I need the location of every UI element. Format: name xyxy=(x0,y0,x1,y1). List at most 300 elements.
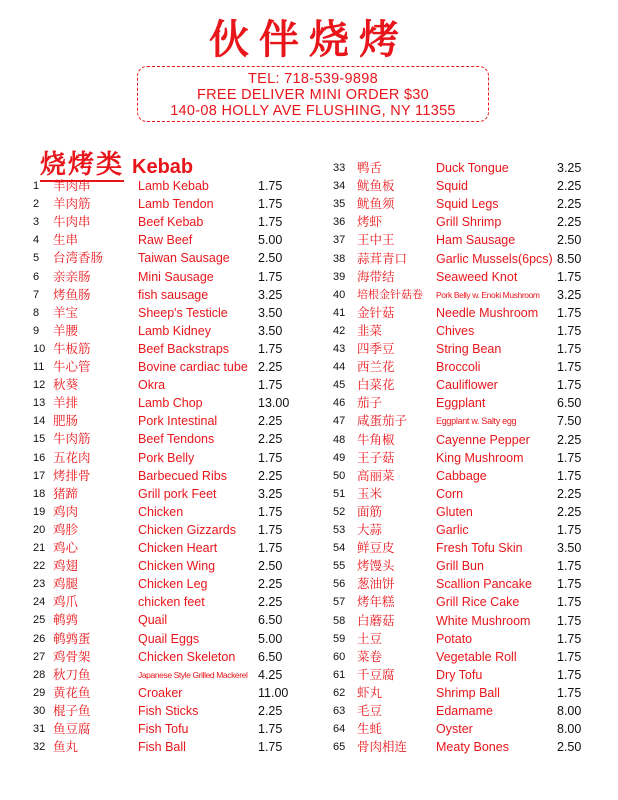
menu-item-english-name: Japanese Style Grilled Mackerel xyxy=(138,669,248,680)
menu-item-english-name: Pork Intestinal xyxy=(138,414,218,429)
menu-item-price: 1.75 xyxy=(557,577,582,592)
menu-item-price: 2.25 xyxy=(557,197,582,212)
menu-item-chinese-name: 鹌鹑蛋 xyxy=(53,631,91,646)
menu-item-number: 64 xyxy=(333,723,346,736)
menu-item-english-name: Grill Rice Cake xyxy=(436,595,520,610)
menu-item-number: 7 xyxy=(33,288,40,301)
menu-item xyxy=(0,557,618,575)
menu-item-price: 1.75 xyxy=(557,523,582,537)
menu-item-english-name: Chicken Heart xyxy=(138,541,218,555)
menu-item-number: 50 xyxy=(333,469,346,482)
menu-item-chinese-name: 培根金针菇卷 xyxy=(357,288,423,301)
menu-item-english-name: Okra xyxy=(138,378,166,393)
menu-item-price: 1.75 xyxy=(258,378,283,393)
menu-item-english-name: Fish Tofu xyxy=(138,722,189,736)
menu-item-chinese-name: 烤鱼肠 xyxy=(53,287,91,302)
menu-item xyxy=(0,485,618,503)
menu-item-price: 11.00 xyxy=(258,685,289,700)
menu-item-chinese-name: 羊腰 xyxy=(53,323,79,338)
menu-item xyxy=(0,231,618,249)
menu-item-number: 6 xyxy=(33,270,40,283)
menu-item-price: 2.25 xyxy=(258,360,283,374)
menu-item xyxy=(0,648,618,666)
menu-item-number: 12 xyxy=(33,379,46,392)
menu-item-number: 10 xyxy=(33,342,46,355)
menu-item-english-name: Vegetable Roll xyxy=(436,649,517,664)
menu-item-price: 1.75 xyxy=(258,450,283,465)
menu-item-price: 5.00 xyxy=(258,631,283,646)
menu-item-number: 20 xyxy=(33,523,46,536)
menu-item xyxy=(0,286,618,304)
menu-item-price: 1.75 xyxy=(258,197,283,212)
menu-item-english-name: Dry Tofu xyxy=(436,667,483,682)
menu-item-english-name: Garlic xyxy=(436,523,469,537)
menu-item-chinese-name: 鸭舌 xyxy=(357,161,383,175)
menu-item-price: 2.25 xyxy=(557,179,582,194)
menu-item-english-name: Grill pork Feet xyxy=(138,486,217,501)
menu-item-price: 13.00 xyxy=(258,396,290,411)
menu-item-price: 2.25 xyxy=(557,504,582,519)
menu-item-english-name: Sheep's Testicle xyxy=(138,305,228,320)
menu-item-chinese-name: 玉米 xyxy=(357,486,383,501)
menu-item-number: 5 xyxy=(33,252,40,265)
menu-item xyxy=(0,630,618,648)
menu-item-price: 3.50 xyxy=(258,305,283,320)
menu-item-chinese-name: 羊肉串 xyxy=(53,179,91,193)
menu-item-chinese-name: 鸡肉 xyxy=(53,504,79,519)
menu-item-chinese-name: 鹌鹑 xyxy=(53,613,79,628)
menu-item-chinese-name: 海带结 xyxy=(357,269,395,284)
menu-item-english-name: Oyster xyxy=(436,722,473,737)
menu-item-number: 18 xyxy=(33,487,46,500)
menu-item-price: 2.50 xyxy=(557,740,582,755)
menu-item-price: 1.75 xyxy=(557,613,582,628)
menu-item-number: 15 xyxy=(33,433,46,446)
category-zh: 烧烤类 xyxy=(40,150,125,180)
menu-item-price: 1.75 xyxy=(557,269,582,284)
menu-item-price: 2.50 xyxy=(557,233,582,248)
menu-item-price: 1.75 xyxy=(557,631,582,646)
menu-item-number: 31 xyxy=(33,723,46,735)
menu-item-english-name: Quail xyxy=(138,613,168,628)
menu-item-chinese-name: 蒜茸青口 xyxy=(357,251,408,266)
menu-item-price: 8.00 xyxy=(557,722,582,737)
menu-item-chinese-name: 烤年糕 xyxy=(357,595,395,610)
menu-item-price: 1.75 xyxy=(557,468,582,483)
menu-item-chinese-name: 鱿鱼板 xyxy=(357,179,395,194)
menu-item-number: 16 xyxy=(33,451,46,464)
menu-item-number: 34 xyxy=(333,180,346,193)
menu-item-number: 48 xyxy=(333,433,346,446)
menu-item-english-name: Pork Belly xyxy=(138,450,195,465)
menu-item xyxy=(0,268,618,286)
menu-item-price: 2.50 xyxy=(258,559,283,574)
menu-item-price: 3.50 xyxy=(258,323,283,338)
menu-item xyxy=(0,412,618,430)
menu-item-number: 22 xyxy=(33,560,46,573)
menu-item xyxy=(0,250,618,268)
menu-item-chinese-name: 牛肉串 xyxy=(53,215,91,230)
menu-item-price: 3.25 xyxy=(258,486,283,501)
menu-item-chinese-name: 牛角椒 xyxy=(357,432,395,447)
menu-item-chinese-name: 牛板筋 xyxy=(53,341,91,356)
menu-item-price: 1.75 xyxy=(258,341,283,356)
menu-item xyxy=(0,159,618,177)
menu-item-price: 3.25 xyxy=(557,161,582,175)
menu-item xyxy=(0,720,618,738)
menu-item-chinese-name: 鸡爪 xyxy=(53,595,79,610)
menu-item-number: 56 xyxy=(333,578,346,591)
menu-item-english-name: Eggplant xyxy=(436,396,486,411)
menu-item xyxy=(0,539,618,557)
menu-item-number: 42 xyxy=(333,324,346,337)
menu-item-chinese-name: 牛心管 xyxy=(53,360,91,374)
menu-item-english-name: Pork Belly w. Enoki Mushroom xyxy=(436,289,540,300)
menu-item-english-name: Cabbage xyxy=(436,468,487,483)
menu-item-number: 19 xyxy=(33,505,46,518)
menu-item-number: 9 xyxy=(33,324,40,337)
menu-item-price: 6.50 xyxy=(557,396,582,411)
menu-item-english-name: Duck Tongue xyxy=(436,161,509,175)
menu-item xyxy=(0,431,618,449)
menu-item-chinese-name: 王中王 xyxy=(357,233,395,248)
menu-item-chinese-name: 鲜豆皮 xyxy=(357,541,395,556)
menu-item-price: 2.25 xyxy=(557,486,582,501)
menu-item-price: 2.25 xyxy=(258,703,283,718)
menu-item-chinese-name: 鸡翅 xyxy=(53,559,79,574)
menu-item-price: 6.50 xyxy=(258,613,283,628)
menu-item-chinese-name: 白菜花 xyxy=(357,378,395,393)
menu-item-number: 51 xyxy=(333,487,346,500)
menu-item-price: 1.75 xyxy=(557,378,582,393)
menu-item-english-name: Meaty Bones xyxy=(436,740,509,755)
menu-item-english-name: Chicken xyxy=(138,504,184,519)
menu-item-chinese-name: 生串 xyxy=(53,233,79,248)
menu-item-english-name: Eggplant w. Salty egg xyxy=(436,416,517,427)
menu-item-english-name: White Mushroom xyxy=(436,613,531,628)
menu-item-number: 38 xyxy=(333,252,346,265)
menu-item-number: 60 xyxy=(333,650,346,663)
menu-item-number: 32 xyxy=(33,741,46,754)
menu-item-english-name: String Bean xyxy=(436,342,502,356)
menu-item-chinese-name: 毛豆 xyxy=(357,704,383,718)
menu-item-number: 25 xyxy=(33,614,46,627)
menu-item-english-name: Grill Bun xyxy=(436,559,484,574)
menu-item-price: 3.50 xyxy=(557,541,582,556)
menu-item-chinese-name: 棍子鱼 xyxy=(53,703,91,718)
menu-item xyxy=(0,376,618,394)
menu-item-number: 41 xyxy=(333,306,346,319)
menu-item-number: 62 xyxy=(333,686,346,699)
menu-item-price: 2.25 xyxy=(258,468,283,483)
menu-item-number: 37 xyxy=(333,234,346,247)
menu-item-chinese-name: 生蚝 xyxy=(357,722,383,737)
menu-item xyxy=(0,521,618,539)
menu-item-english-name: Lamb Kebab xyxy=(138,179,209,193)
menu-item-price: 1.75 xyxy=(557,342,582,356)
menu-item-number: 36 xyxy=(333,216,346,229)
menu-item-number: 14 xyxy=(33,415,46,428)
menu-item-number: 4 xyxy=(33,234,40,247)
menu-item-english-name: Cayenne Pepper xyxy=(436,432,530,447)
menu-item xyxy=(0,304,618,322)
menu-item-price: 8.50 xyxy=(557,251,582,266)
menu-item-chinese-name: 黄花鱼 xyxy=(53,685,91,700)
menu-item-chinese-name: 虾丸 xyxy=(357,685,383,700)
menu-item-english-name: Lamb Kidney xyxy=(138,323,211,338)
menu-item-number: 55 xyxy=(333,560,346,573)
menu-item-english-name: Needle Mushroom xyxy=(436,305,539,320)
menu-item-price: 1.75 xyxy=(258,215,283,230)
menu-item-number: 21 xyxy=(33,542,46,554)
menu-item-chinese-name: 鱼豆腐 xyxy=(53,722,91,736)
menu-item-english-name: Beef Kebab xyxy=(138,215,204,230)
menu-item-price: 1.75 xyxy=(557,595,582,610)
menu-item-number: 27 xyxy=(33,650,46,663)
menu-item-price: 4.25 xyxy=(258,667,283,682)
menu-item-number: 43 xyxy=(333,343,346,355)
menu-item-english-name: Cauliflower xyxy=(436,378,498,393)
menu-item-english-name: chicken feet xyxy=(138,595,205,610)
menu-item-chinese-name: 烤排骨 xyxy=(53,468,91,483)
menu-item-english-name: Mini Sausage xyxy=(138,269,214,284)
menu-item-chinese-name: 西兰花 xyxy=(357,360,395,375)
menu-item-english-name: Broccoli xyxy=(436,360,481,375)
menu-item-price: 1.75 xyxy=(258,541,283,555)
menu-item-number: 11 xyxy=(33,361,45,373)
menu-item-number: 63 xyxy=(333,705,346,717)
menu-item-chinese-name: 羊排 xyxy=(53,396,79,411)
menu-item-chinese-name: 羊宝 xyxy=(53,305,79,320)
address: 140-08 HOLLY AVE FLUSHING, NY 11355 xyxy=(170,103,456,119)
menu-item-price: 2.25 xyxy=(557,432,582,447)
menu-item-english-name: Grill Shrimp xyxy=(436,215,502,230)
menu-item-chinese-name: 猪蹄 xyxy=(53,486,79,501)
menu-item-price: 2.25 xyxy=(557,215,582,230)
menu-item-price: 1.75 xyxy=(258,522,283,537)
menu-item-price: 1.75 xyxy=(557,649,582,664)
menu-item-english-name: Seaweed Knot xyxy=(436,269,518,284)
menu-item-price: 1.75 xyxy=(258,740,283,755)
menu-item-chinese-name: 鸡腿 xyxy=(53,577,79,592)
menu-item-chinese-name: 大蒜 xyxy=(357,523,383,537)
menu-item-chinese-name: 面筋 xyxy=(357,504,383,519)
menu-item-number: 44 xyxy=(333,361,346,374)
menu-item-number: 26 xyxy=(33,632,46,645)
menu-item-english-name: Ham Sausage xyxy=(436,233,516,248)
menu-item-price: 1.75 xyxy=(557,667,582,682)
menu-item-number: 40 xyxy=(333,288,346,301)
menu-item-price: 1.75 xyxy=(258,179,283,193)
menu-item-number: 3 xyxy=(33,216,40,229)
menu-item-chinese-name: 骨肉相连 xyxy=(357,740,408,755)
menu-item-number: 13 xyxy=(33,397,46,410)
menu-item-english-name: Fresh Tofu Skin xyxy=(436,541,523,556)
menu-item-english-name: Chicken Leg xyxy=(138,577,208,592)
menu-item-price: 1.75 xyxy=(258,269,283,284)
menu-item-chinese-name: 四季豆 xyxy=(357,342,395,356)
menu-item-number: 46 xyxy=(333,397,346,410)
contact-box xyxy=(137,66,489,122)
menu-item-english-name: Squid Legs xyxy=(436,197,499,212)
menu-item xyxy=(0,322,618,340)
menu-item-english-name: Croaker xyxy=(138,685,183,700)
menu-item xyxy=(0,612,618,630)
menu-item-chinese-name: 鸡骨架 xyxy=(53,649,91,664)
menu-item-english-name: Lamb Tendon xyxy=(138,197,214,212)
menu-item-english-name: Gluten xyxy=(436,504,473,519)
menu-item-chinese-name: 肥肠 xyxy=(53,414,79,429)
menu-item-price: 8.00 xyxy=(557,704,582,718)
menu-item-number: 61 xyxy=(333,668,346,681)
menu-item-price: 1.75 xyxy=(557,305,582,320)
menu-item-price: 1.75 xyxy=(557,323,582,338)
menu-item-english-name: Edamame xyxy=(436,704,493,718)
menu-item-chinese-name: 鸡胗 xyxy=(53,522,79,537)
menu-item-chinese-name: 秋葵 xyxy=(53,378,79,393)
menu-item-chinese-name: 韭菜 xyxy=(357,323,383,338)
menu-item xyxy=(0,684,618,702)
menu-item-english-name: Quail Eggs xyxy=(138,631,200,646)
menu-item xyxy=(0,449,618,467)
menu-item xyxy=(0,702,618,720)
menu-item-chinese-name: 台湾香肠 xyxy=(53,251,104,266)
menu-item-price: 1.75 xyxy=(557,360,582,375)
menu-item-english-name: Chicken Skeleton xyxy=(138,649,236,664)
menu-item-number: 49 xyxy=(333,451,346,464)
menu-item-number: 1 xyxy=(33,180,40,192)
menu-item xyxy=(0,467,618,485)
menu-item xyxy=(0,195,618,213)
menu-item-chinese-name: 亲亲肠 xyxy=(53,269,91,284)
menu-item-number: 53 xyxy=(333,524,346,536)
menu-item-chinese-name: 鸡心 xyxy=(53,541,79,555)
menu-item-chinese-name: 菜卷 xyxy=(357,649,383,664)
menu-item-chinese-name: 烤馒头 xyxy=(357,559,395,574)
menu-item-price: 1.75 xyxy=(258,504,283,519)
menu-item-english-name: Squid xyxy=(436,179,468,194)
menu-item-english-name: Lamb Chop xyxy=(138,396,203,411)
menu-item-chinese-name: 白蘑菇 xyxy=(357,613,395,628)
menu-item-price: 2.25 xyxy=(258,414,283,429)
menu-item-number: 58 xyxy=(333,614,346,627)
menu-item-price: 2.25 xyxy=(258,577,283,592)
menu-item-price: 5.00 xyxy=(258,233,283,248)
menu-item-price: 7.50 xyxy=(557,414,582,429)
menu-item-english-name: fish sausage xyxy=(138,287,209,302)
menu-item-chinese-name: 鱿鱼须 xyxy=(357,197,395,212)
menu-item-english-name: Shrimp Ball xyxy=(436,685,500,700)
menu-item-number: 8 xyxy=(33,306,40,319)
menu-item xyxy=(0,340,618,358)
category-en: Kebab xyxy=(132,156,194,178)
menu-item xyxy=(0,358,618,376)
menu-item xyxy=(0,394,618,412)
menu-item-number: 54 xyxy=(333,542,346,555)
menu-item-english-name: Taiwan Sausage xyxy=(138,251,230,266)
menu-item-number: 35 xyxy=(333,198,346,211)
menu-item-number: 39 xyxy=(333,270,346,283)
menu-item-number: 28 xyxy=(33,668,46,681)
menu-item-number: 47 xyxy=(333,415,346,428)
menu-item-chinese-name: 葱油饼 xyxy=(357,577,395,592)
menu-item-price: 2.50 xyxy=(258,251,283,266)
menu-item-chinese-name: 五花肉 xyxy=(53,450,91,465)
menu-item-chinese-name: 烤虾 xyxy=(357,215,383,230)
menu-item-number: 65 xyxy=(333,741,346,754)
menu-item-english-name: Garlic Mussels(6pcs) xyxy=(436,251,553,266)
menu-item-chinese-name: 高丽菜 xyxy=(357,468,395,483)
menu-item-price: 2.25 xyxy=(258,432,283,447)
menu-item-chinese-name: 秋刀鱼 xyxy=(53,667,91,682)
menu-item-english-name: Potato xyxy=(436,631,473,646)
menu-item-chinese-name: 千豆腐 xyxy=(357,667,395,682)
menu-item-price: 3.25 xyxy=(557,287,582,302)
menu-item-english-name: Bovine cardiac tube xyxy=(138,360,248,374)
menu-item-chinese-name: 咸蛋茄子 xyxy=(357,414,408,429)
menu-item-number: 23 xyxy=(33,578,46,591)
menu-item-chinese-name: 茄子 xyxy=(357,396,383,411)
menu-item-price: 1.75 xyxy=(258,722,283,736)
menu-item-price: 1.75 xyxy=(557,450,582,465)
menu-item xyxy=(0,503,618,521)
menu-item-english-name: Fish Ball xyxy=(138,740,186,755)
menu-item-chinese-name: 羊肉筋 xyxy=(53,197,91,212)
menu-item-chinese-name: 鱼丸 xyxy=(53,740,79,755)
restaurant-title: 伙伴烧烤 xyxy=(209,16,409,63)
menu-item xyxy=(0,177,618,195)
menu-item-english-name: Barbecued Ribs xyxy=(138,468,227,483)
menu-item xyxy=(0,213,618,231)
menu-item-number: 57 xyxy=(333,596,346,609)
menu-item-price: 1.75 xyxy=(557,685,582,700)
menu-item-english-name: Fish Sticks xyxy=(138,703,199,718)
menu-item-number: 17 xyxy=(33,469,46,482)
menu-item-number: 2 xyxy=(33,198,40,211)
menu-item-english-name: Beef Backstraps xyxy=(138,341,230,356)
menu-item-chinese-name: 王子菇 xyxy=(357,450,395,465)
delivery-note: FREE DELIVER MINI ORDER $30 xyxy=(196,87,430,103)
menu-item-english-name: Chicken Wing xyxy=(138,559,216,574)
menu-item-price: 2.25 xyxy=(258,595,283,610)
menu-item-number: 59 xyxy=(333,632,346,645)
menu-item-number: 52 xyxy=(333,505,346,518)
menu-item-english-name: Beef Tendons xyxy=(138,432,215,447)
menu-item-number: 30 xyxy=(33,704,46,717)
menu-item-price: 6.50 xyxy=(258,649,283,664)
menu-item-number: 45 xyxy=(333,379,346,392)
menu-item-price: 1.75 xyxy=(557,559,582,574)
menu-item-price: 3.25 xyxy=(258,287,283,302)
phone-number: TEL: 718-539-9898 xyxy=(247,71,379,87)
menu-item-chinese-name: 牛肉筋 xyxy=(53,432,91,447)
menu-item-chinese-name: 土豆 xyxy=(357,631,383,646)
menu-item-number: 33 xyxy=(333,162,346,174)
menu-item-chinese-name: 金针菇 xyxy=(357,305,395,320)
menu-item-english-name: Raw Beef xyxy=(138,233,193,248)
menu-item-number: 24 xyxy=(33,596,46,609)
menu-item xyxy=(0,575,618,593)
menu-item-english-name: King Mushroom xyxy=(436,450,524,465)
menu-item-english-name: Corn xyxy=(436,486,464,501)
menu-item-english-name: Chives xyxy=(436,323,475,338)
menu-item xyxy=(0,738,618,756)
menu-item xyxy=(0,666,618,684)
menu-item-number: 29 xyxy=(33,686,46,699)
menu-item-english-name: Chicken Gizzards xyxy=(138,522,236,537)
menu-item-english-name: Scallion Pancake xyxy=(436,577,532,592)
menu-item xyxy=(0,593,618,611)
